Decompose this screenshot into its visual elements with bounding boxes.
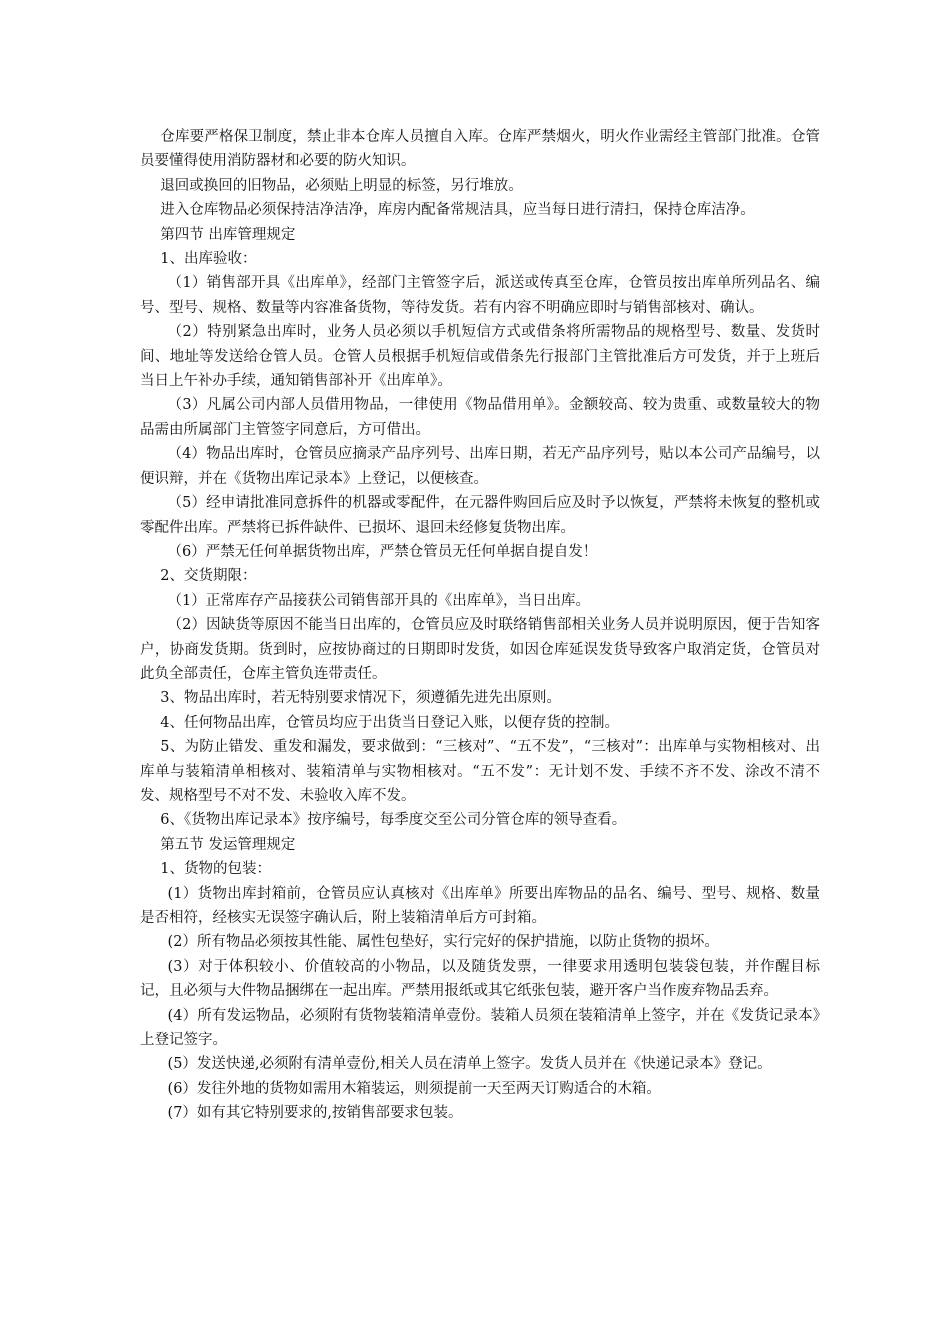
section-heading: 第五节 发运管理规定 [160, 836, 296, 853]
paragraph: （1）销售部开具《出库单》，经部门主管签字后，派送或传真至仓库，仓管员按出库单所列品名、编号、型号、规格、数量等内容准备货物，等待发货。若有内容不明确应即时与销售部核对、确认。 [140, 275, 820, 316]
paragraph: （1）正常库存产品接获公司销售部开具的《出库单》，当日出库。 [167, 592, 591, 609]
paragraph: (1）货物出库封箱前，仓管员应认真核对《出库单》所要出库物品的品名、编号、型号、规格、数量是否相符，经核实无误签字确认后，附上装箱清单后方可封箱。 [140, 885, 820, 926]
paragraph: 5、为防止错发、重发和漏发，要求做到：“三核对”、“五不发”，“三核对”：出库单与实物相核对、出库单与装箱清单相核对、装箱清单与实物相核对。“五不发”：无计划不发、手续不齐不发、涂改不清不发、规格型号不对不发、未验收入库不发。 [140, 739, 820, 804]
paragraph: (7）如有其它特别要求的,按销售部要求包装。 [167, 1105, 463, 1122]
paragraph: 4、任何物品出库，仓管员均应于出货当日登记入账，以便存货的控制。 [160, 714, 620, 731]
document-page [140, 125, 820, 1126]
paragraph: 进入仓库物品必须保持洁净洁净，库房内配备常规洁具，应当每日进行清扫，保持仓库洁净。 [160, 202, 755, 219]
paragraph: 仓库要严格保卫制度，禁止非本仓库人员擅自入库。仓库严禁烟火，明火作业需经主管部门批准。仓管员要懂得使用消防器材和必要的防火知识。 [140, 129, 820, 170]
paragraph: (6）发往外地的货物如需用木箱装运，则须提前一天至两天订购适合的木箱。 [167, 1080, 661, 1097]
paragraph: （3）凡属公司内部人员借用物品，一律使用《物品借用单》。金额较高、较为贵重、或数量较大的物品需由所属部门主管签字同意后，方可借出。 [140, 397, 820, 438]
paragraph: （4）物品出库时，仓管员应摘录产品序列号、出库日期，若无产品序列号，贴以本公司产品编号，以便识辩，并在《货物出库记录本》上登记，以便核查。 [140, 446, 820, 487]
paragraph: （6）严禁无任何单据货物出库，严禁仓管员无任何单据自提自发！ [167, 543, 598, 560]
subsection-heading: 1、出库验收： [160, 251, 257, 268]
subsection-heading: 2、交货期限： [160, 568, 257, 585]
paragraph: 退回或换回的旧物品，必须贴上明显的标签，另行堆放。 [160, 177, 523, 194]
paragraph: (4）所有发运物品，必须附有货物装箱清单壹份。装箱人员须在装箱清单上签字，并在《发货记录本》上登记签字。 [140, 1007, 820, 1049]
paragraph: (2）所有物品必须按其性能、属性包垫好，实行完好的保护措施，以防止货物的损坏。 [167, 934, 719, 951]
paragraph: （5）经申请批准同意拆件的机器或零配件，在元器件购回后应及时予以恢复，严禁将未恢复的整机或零配件出库。严禁将已拆件缺件、已损坏、退回未经修复货物出库。 [140, 495, 820, 536]
paragraph: （2）特别紧急出库时，业务人员必须以手机短信方式或借条将所需物品的规格型号、数量、发货时间、地址等发送给仓管人员。仓管人员根据手机短信或借条先行报部门主管批准后方可发货，并于上班后当日上午补办手续，通知销售部补开《出库单》。 [140, 324, 820, 390]
paragraph: (5）发送快递,必须附有清单壹份,相关人员在清单上签字。发货人员并在《快递记录本》登记。 [167, 1056, 772, 1073]
paragraph: 3、物品出库时，若无特别要求情况下，须遵循先进先出原则。 [160, 690, 562, 707]
section-heading: 第四节 出库管理规定 [160, 226, 296, 243]
paragraph: 6、《货物出库记录本》按序编号，每季度交至公司分管仓库的领导查看。 [160, 812, 627, 829]
paragraph: （2）因缺货等原因不能当日出库的，仓管员应及时联络销售部相关业务人员并说明原因，便于告知客户，协商发货期。货到时，应按协商过的日期即时发货，如因仓库延误发货导致客户取消定货，仓管员对此负全部责任，仓库主管负连带责任。 [140, 617, 820, 682]
paragraph: (3）对于体积较小、价值较高的小物品，以及随货发票，一律要求用透明包装袋包装，并作醒目标记，且必须与大件物品捆绑在一起出库。严禁用报纸或其它纸张包装，避开客户当作废弃物品丢弃。 [140, 958, 820, 1000]
subsection-heading: 1、货物的包装： [160, 861, 272, 878]
